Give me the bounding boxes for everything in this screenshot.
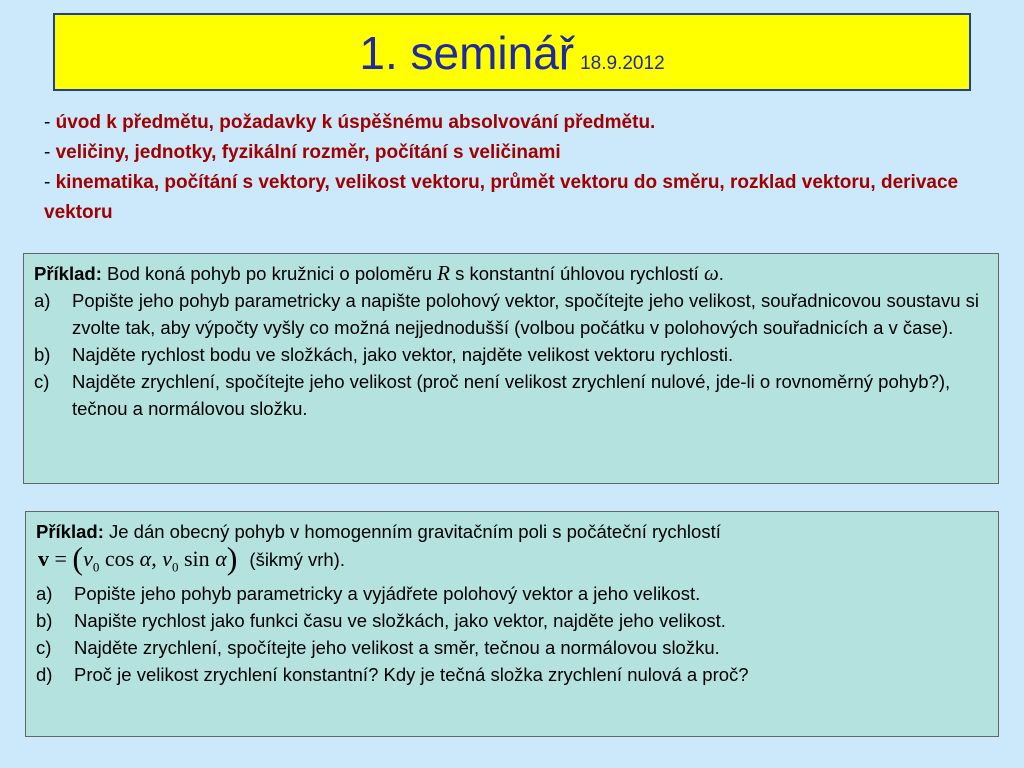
intro-text: veličiny, jednotky, fyzikální rozměr, počítání s veličinami (55, 142, 561, 163)
item-label: c) (34, 371, 50, 392)
item-text: Napište rychlost jako funkci času ve složkách, jako vektor, najděte jeho velikost. (74, 610, 726, 632)
formula-sub: 0 (92, 559, 100, 575)
example-label: Příklad: (36, 521, 104, 542)
item-label: b) (36, 610, 53, 632)
example-text: Je dán obecný pohyb v homogenním gravitačním poli s počáteční rychlostí (103, 521, 721, 542)
velocity-formula (38, 540, 238, 580)
item-label: b) (34, 344, 51, 365)
list-item (34, 341, 988, 368)
item-label: c) (36, 637, 52, 659)
item-text: Najděte zrychlení, spočítejte jeho velikost a směr, tečnou a normálovou složku. (74, 637, 720, 659)
formula-note: (šikmý vrh). (249, 549, 345, 570)
page-title: 1. seminář (359, 27, 575, 79)
list-item (36, 607, 988, 634)
list-item (36, 580, 988, 607)
formula-rparen: ) (226, 540, 238, 576)
example-text: Bod koná pohyb po kružnici o poloměru (101, 263, 438, 284)
example-text: . (718, 263, 724, 284)
item-label: d) (36, 664, 53, 686)
example-2-statement (36, 518, 988, 545)
item-label: a) (36, 583, 53, 605)
example-box-1 (23, 253, 999, 484)
item-text: Popište jeho pohyb parametricky a napište polohový vektor, spočítejte jeho velikost, souřadnicovou soustavu si zvolte tak, aby výpočty vyšly co možná nejjednodušší (volbou počátku v polohových souřadnicích a v čase). (72, 290, 980, 338)
formula-sin: sin (178, 546, 216, 571)
formula-v: v (38, 546, 49, 571)
list-item (36, 661, 988, 688)
item-text: Najděte zrychlení, spočítejte jeho velikost (proč není velikost zrychlení nulové, jde-li o rovnoměrný pohyb?), tečnou a normálovou složku. (72, 371, 951, 419)
example-label: Příklad: (34, 263, 102, 284)
intro-dash: - (44, 112, 56, 133)
item-text: Proč je velikost zrychlení konstantní? Kdy je tečná složka zrychlení nulová a proč? (74, 664, 749, 686)
intro-item (44, 168, 984, 228)
formula-alpha: α (139, 546, 152, 571)
formula-cos: cos (99, 546, 140, 571)
formula-alpha: α (215, 546, 227, 571)
formula-v0: v (162, 546, 172, 571)
symbol-omega: ω (703, 261, 719, 285)
intro-text: kinematika, počítání s vektory, velikost vektoru, průmět vektoru do směru, rozklad vektoru, derivace vektoru (44, 172, 959, 223)
example-box-2 (25, 511, 999, 737)
intro-list (44, 108, 984, 228)
formula-lparen: ( (72, 540, 84, 576)
list-item (34, 287, 988, 341)
list-item (34, 368, 988, 422)
intro-dash: - (44, 172, 56, 193)
formula-comma: , (151, 546, 163, 571)
title-box (53, 13, 971, 91)
formula-line (36, 540, 988, 580)
item-label: a) (34, 290, 51, 311)
intro-item (44, 138, 984, 168)
intro-dash: - (44, 142, 56, 163)
item-text: Popište jeho pohyb parametricky a vyjádřete polohový vektor a jeho velikost. (74, 583, 701, 605)
item-text: Najděte rychlost bodu ve složkách, jako vektor, najděte velikost vektoru rychlosti. (72, 344, 734, 365)
intro-text: úvod k předmětu, požadavky k úspěšnému absolvování předmětu. (55, 112, 656, 133)
intro-item (44, 108, 984, 138)
symbol-r: R (437, 261, 450, 285)
list-item (36, 634, 988, 661)
formula-sub: 0 (172, 559, 179, 575)
title-date: 18.9.2012 (580, 53, 665, 74)
example-text: s konstantní úhlovou rychlostí (449, 263, 704, 284)
formula-eq: = (49, 546, 73, 571)
formula-v0: v (83, 546, 93, 571)
example-1-statement (34, 260, 988, 287)
